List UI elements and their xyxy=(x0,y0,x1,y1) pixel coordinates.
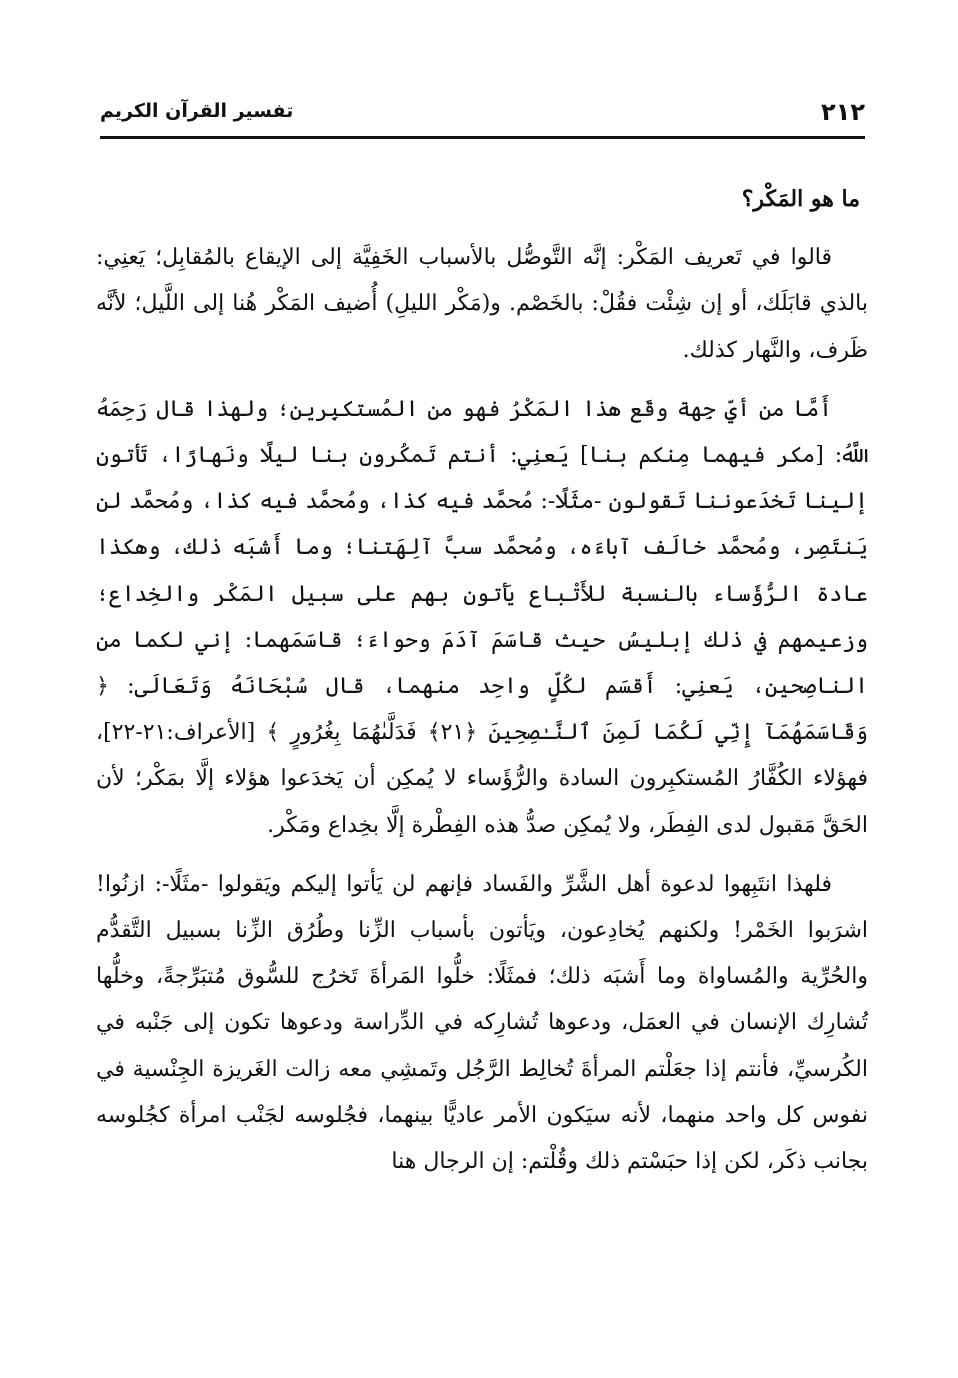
page-body xyxy=(96,176,868,1198)
paragraph-definition: قالوا في تَعريف المَكْر: إنَّه التَّوصُّل بالأسباب الخَفِيَّة إلى الإيقاع بالمُقابِل؛ يَعنِي: بالذي قابَلَك، أو إن شِئْت فقُلْ: بالخَصْم. و(مَكْر الليلِ) أُضيف المَكْر هُنا إلى اللَّيل؛ لأنَّه ظَرف، والنَّهار كذلك. xyxy=(96,245,868,363)
section-heading: ما هو المَكْر؟ xyxy=(741,186,860,212)
page-header xyxy=(100,86,865,139)
paragraph-warning: فلهذا انتَبِهوا لدعوة أهل الشَّرِّ والفَساد فإنهم لن يَأتوا إليكم ويَقولوا -مثَلًا-: ازنُوا! اشرَبوا الخَمْر! ولكنهم يُخادِعون، ويَأتون بأسباب الزِّنا وطُرُق الزِّنا بسبيل التَّقدُّم والحُرِّية والمُساواة وما أَشبَه ذلك؛ فمثَلًا: خلُّوا المَرأةَ تَخرُج للسُّوق مُتبَرِّجةً، وخلُّها تُشارِك الإنسان في العمَل، ودعوها تُشارِكه في الدِّراسة ودعوها تكون إلى جَنْبه في الكُرسيِّ، فأنتم إذا جعَلْتم المرأةَ تُخالِط الرَّجُل وتَمشِي معه زالت الغَريزة الجِنْسية في نفوس كل واحد منهما، لأنه سيَكون الأمر عاديًّا بينهما، فجُلوسه لجَنْب امرأة كجُلوسه بجانب ذكَر، لكن إذا حبَسْتم ذلك وقُلْتم: إن الرجال هنا xyxy=(96,871,868,1175)
page-number: ٢١٢ xyxy=(821,98,865,126)
running-title: تفسير القرآن الكريم xyxy=(100,100,294,122)
paragraph-arrogant-plotting: أَمَّا من أيِّ جِهة وقَع هذا المَكْرُ فهو من المُستكبِرين؛ ولهذا قال رَحِمَهُ اللَّهُ: [مكر فيهما مِنكم بنا] يَعنِي: أنتم تَمكُرون بنا ليلًا ونَهارًا، تَأتون إلينا تَخدَعوننا تَقولون -مثَلًا-: مُحمَّد فيه كذا، ومُحمَّد فيه كذا، ومُحمَّد لن يَنتَصِر، ومُحمَّد خالَف آباءَه، ومُحمَّد سبَّ آلِهَتنا؛ وما أَشبَه ذلك، وهكذا عادة الرُّؤَساء بالنسبة للأَتْباع يَأتون بهم على سبيل المَكْر والخِداع؛ وزعيمهم في ذلك إبليسُ حيث قاسَمَ آدَمَ وحواءَ؛ قاسَمَهما: إني لكما من الناصِحين، يَعنِي: أَقسَم لكُلٍّ واحِد منهما، قال سُبْحَانَهُ وَتَعَالَى: ﴿ وَقَاسَمَهُمَآ إِنِّي لَكُمَا لَمِنَ ٱلنَّـٰصِحِينَ ﴿٢١﴾ فَدَلَّىٰهُمَا بِغُرُورٍ ﴾ [الأعراف:٢١-٢٢]، فهؤلاء الكُفَّارُ المُستكبِرون السادة والرُّؤَساء لا يُمكِن أن يَخدَعوا هؤلاء إلَّا بمَكْر؛ لأن الحَقَّ مَقبول لدى الفِطَر، ولا يُمكِن صدُّ هذه الفِطْرة إلَّا بخِداع ومَكْر. xyxy=(96,396,869,838)
